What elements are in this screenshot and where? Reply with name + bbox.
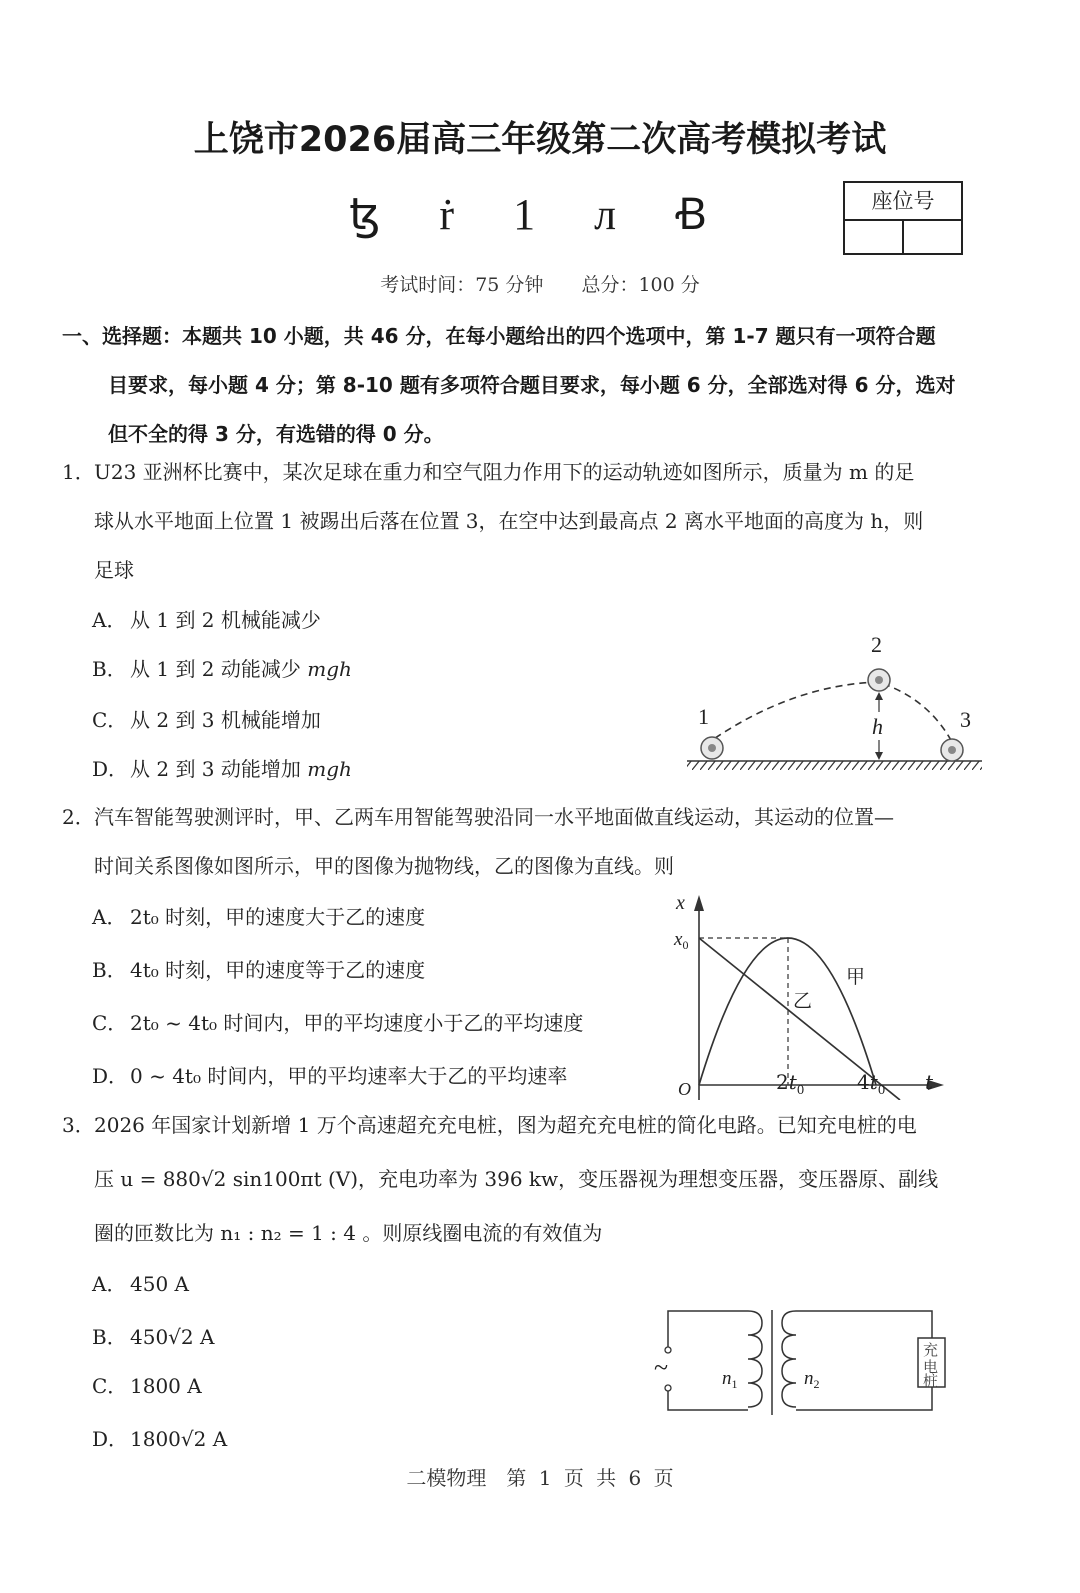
option-letter: C． [92, 1011, 128, 1035]
total-score: 总分：100 分 [581, 274, 700, 296]
position-label: 1 [698, 704, 709, 729]
question-3 [62, 1098, 1012, 1260]
q1-option-d[interactable] [92, 753, 352, 782]
arrow-down-icon [875, 752, 883, 760]
q3-option-c[interactable] [92, 1370, 202, 1399]
option-text: 从 2 到 3 机械能增加 [130, 708, 321, 732]
load-label: 充 [923, 1343, 939, 1359]
option-letter: D． [92, 1064, 129, 1088]
section-heading [62, 312, 1012, 459]
y-tick-label: $x_0$ [674, 929, 689, 952]
ground-hatch [687, 761, 982, 770]
q2-option-b[interactable] [92, 954, 425, 983]
seat-number-label: 座位号 [845, 183, 961, 221]
q1-option-b[interactable] [92, 653, 352, 682]
stem-line: U23 亚洲杯比赛中，某次足球在重力和空气阻力作用下的运动轨迹如图所示，质量为 m 的足 [94, 460, 915, 484]
option-math: mgh [307, 657, 352, 681]
series-label-yi: 乙 [793, 991, 813, 1012]
option-letter: A． [92, 1272, 127, 1296]
exam-meta [0, 270, 1080, 297]
section-heading-line: 但不全的得 3 分，有选错的得 0 分。 [108, 422, 444, 446]
ball-icon [941, 739, 963, 761]
q3-option-b[interactable] [92, 1321, 214, 1350]
x-axis-label: t [925, 1070, 934, 1094]
stem-line: 压 u = 880√2 sin100πt (V)，充电功率为 396 kw，变压器视为理想变压器，变压器原、副线 [94, 1167, 939, 1191]
primary-coil [748, 1311, 762, 1407]
option-letter: B． [92, 657, 127, 681]
ball-icon [868, 669, 890, 691]
option-letter: B． [92, 958, 127, 982]
seat-number-box [843, 181, 963, 255]
stem-line: 圈的匝数比为 n₁ : n₂ = 1 : 4 。则原线圈电流的有效值为 [94, 1221, 603, 1245]
position-label: 2 [871, 632, 882, 657]
question-stem [62, 448, 1012, 595]
n1-label: $n_1$ [722, 1368, 738, 1391]
option-text: 4t₀ 时刻，甲的速度等于乙的速度 [130, 958, 426, 982]
option-letter: A． [92, 608, 127, 632]
q2-option-d[interactable] [92, 1060, 567, 1089]
q3-option-a[interactable] [92, 1268, 189, 1297]
q2-option-a[interactable] [92, 901, 425, 930]
option-letter: C． [92, 708, 128, 732]
question-1 [62, 448, 1012, 595]
stem-line: 2026 年国家计划新增 1 万个高速超充充电桩，图为超充充电桩的简化电路。已知充电桩的电 [94, 1113, 917, 1137]
q3-option-d[interactable] [92, 1423, 227, 1452]
option-letter: C． [92, 1374, 128, 1398]
option-text: 从 2 到 3 动能增加 [130, 757, 308, 781]
option-letter: A． [92, 905, 127, 929]
q1-option-a[interactable] [92, 604, 321, 633]
trajectory-figure [660, 620, 990, 770]
exam-time: 考试时间：75 分钟 [380, 274, 544, 296]
arrow-up-icon [875, 692, 883, 700]
option-text: 2t₀ 时刻，甲的速度大于乙的速度 [130, 905, 426, 929]
page-footer: 二模物理 第 1 页 共 6 页 [406, 1466, 674, 1490]
question-number: 3． [62, 1113, 95, 1137]
xt-chart [660, 885, 950, 1100]
x-tick-2t0: $2t_0$ [776, 1070, 805, 1097]
stem-line: 时间关系图像如图所示，甲的图像为抛物线，乙的图像为直线。则 [94, 854, 674, 878]
question-number: 1． [62, 460, 95, 484]
ball-icon [701, 737, 723, 759]
transformer-circuit [640, 1280, 960, 1415]
option-text: 1800√2 A [130, 1427, 228, 1451]
section-heading-line: 目要求，每小题 4 分；第 8-10 题有多项符合题目要求，每小题 6 分，全部选对得 6 分，选对 [108, 373, 956, 397]
option-text: 450√2 A [130, 1325, 215, 1349]
stem-line: 足球 [94, 558, 134, 582]
terminal-icon [665, 1385, 671, 1391]
q1-option-c[interactable] [92, 704, 321, 733]
series-label-jia: 甲 [846, 967, 866, 988]
exam-title: 上饶市2026届高三年级第二次高考模拟考试 [193, 120, 887, 160]
option-letter: B． [92, 1325, 127, 1349]
load-label: 桩 [923, 1374, 939, 1390]
option-letter: D． [92, 757, 129, 781]
trajectory-path [705, 682, 952, 745]
secondary-coil [782, 1311, 796, 1407]
origin-label: O [678, 1079, 691, 1099]
section-heading-line: 一、选择题：本题共 10 小题，共 46 分，在每小题给出的四个选项中，第 1-7 题只有一项符合题 [62, 324, 936, 348]
ac-source-icon: ~ [654, 1353, 669, 1382]
position-label: 3 [960, 707, 971, 732]
option-letter: D． [92, 1427, 129, 1451]
question-stem [62, 1098, 1012, 1260]
height-label: h [872, 714, 883, 739]
question-stem [62, 793, 1012, 891]
option-text: 450 A [130, 1272, 189, 1296]
option-text: 2t₀ ~ 4t₀ 时间内，甲的平均速度小于乙的平均速度 [130, 1011, 584, 1035]
seat-number-cell[interactable] [845, 221, 902, 255]
option-text: 0 ~ 4t₀ 时间内，甲的平均速率大于乙的平均速率 [130, 1064, 568, 1088]
stem-line: 汽车智能驾驶测评时，甲、乙两车用智能驾驶沿同一水平地面做直线运动，其运动的位置— [94, 805, 894, 829]
option-math: mgh [307, 757, 352, 781]
q2-option-c[interactable] [92, 1007, 583, 1036]
question-2 [62, 793, 1012, 891]
option-text: 1800 A [130, 1374, 202, 1398]
stem-line: 球从水平地面上位置 1 被踢出后落在位置 3，在空中达到最高点 2 离水平地面的高度为 h，则 [94, 509, 924, 533]
x-tick-4t0: $4t_0$ [857, 1070, 886, 1097]
seat-number-cell[interactable] [902, 221, 961, 255]
load-label: 电 [923, 1360, 939, 1376]
subject-title: ꜩ ṙ 1 л Ꞗ [349, 190, 731, 239]
option-text: 从 1 到 2 动能减少 [130, 657, 308, 681]
question-number: 2． [62, 805, 95, 829]
y-axis-label: x [676, 892, 685, 914]
option-text: 从 1 到 2 机械能减少 [130, 608, 321, 632]
arrow-up-icon [694, 895, 704, 911]
n2-label: $n_2$ [804, 1368, 820, 1391]
